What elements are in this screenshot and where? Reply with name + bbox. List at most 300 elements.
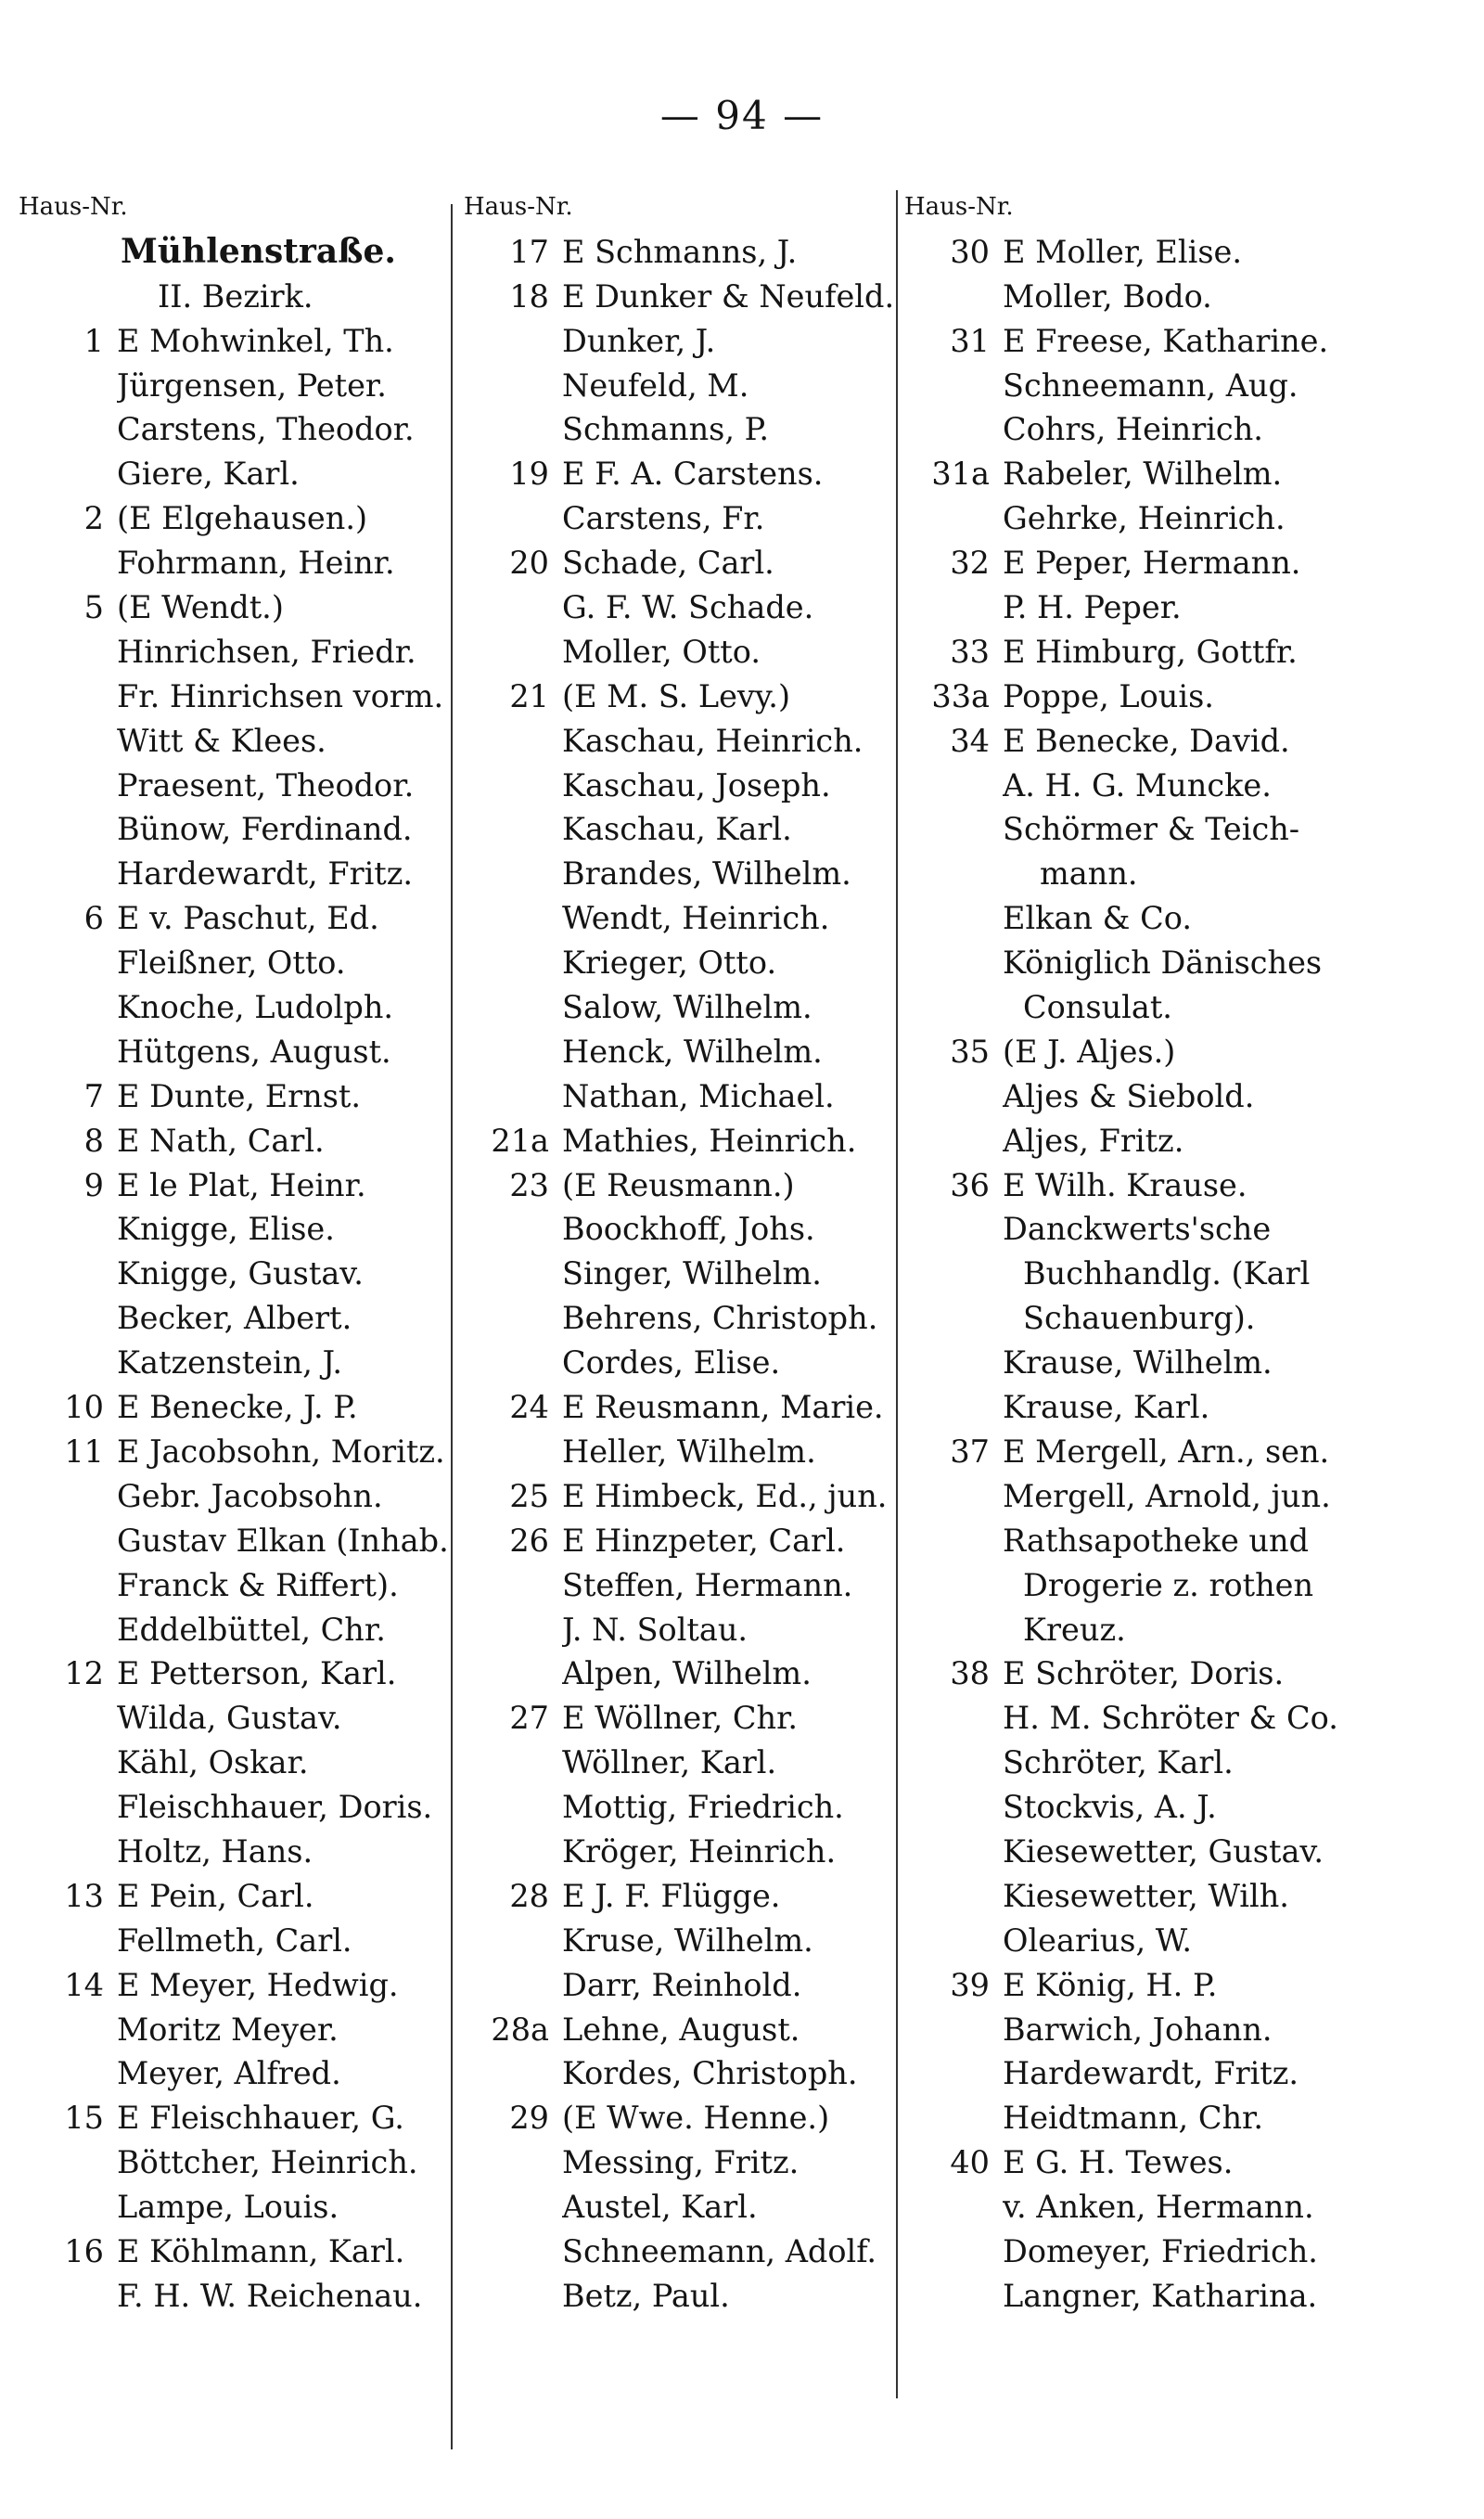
directory-entry [19, 1963, 454, 2008]
directory-entry [904, 1696, 1461, 1741]
resident-name: E Hinzpeter, Carl. [562, 1522, 846, 1559]
column-header: Haus-Nr. [19, 193, 128, 221]
directory-entry [19, 1696, 454, 1741]
house-number: 15 [64, 2100, 104, 2137]
directory-entry [464, 1874, 900, 1919]
street-title: Mühlenstraße. [121, 231, 396, 271]
resident-name: Alpen, Wilhelm. [562, 1655, 812, 1692]
resident-name: E G. H. Tewes. [1003, 2144, 1234, 2181]
resident-name: Hinrichsen, Friedr. [117, 633, 416, 670]
house-number: 23 [509, 1166, 549, 1203]
directory-entry [464, 807, 900, 852]
resident-name: Fohrmann, Heinr. [117, 545, 395, 582]
resident-name: Schauenburg). [1023, 1300, 1256, 1337]
resident-name: Danckwerts'sche [1003, 1211, 1272, 1248]
directory-entry [464, 1608, 900, 1652]
resident-name: Dunker, J. [562, 322, 716, 359]
directory-entry [464, 319, 900, 364]
resident-name: Carstens, Theodor. [117, 411, 415, 448]
resident-name: E le Plat, Heinr. [117, 1166, 366, 1203]
resident-name: Krause, Wilhelm. [1003, 1344, 1273, 1382]
resident-name: Heidtmann, Chr. [1003, 2100, 1264, 2137]
directory-entry [464, 719, 900, 764]
directory-entry [904, 585, 1461, 630]
resident-name: Moller, Otto. [562, 633, 761, 670]
directory-entry [19, 541, 454, 585]
resident-name: E Schmanns, J. [562, 233, 798, 270]
resident-name: E Mohwinkel, Th. [117, 322, 394, 359]
resident-name: Katzenstein, J. [117, 1344, 343, 1382]
resident-name: E Reusmann, Marie. [562, 1389, 884, 1426]
resident-name: Giere, Karl. [117, 456, 300, 493]
resident-name: Messing, Fritz. [562, 2144, 800, 2181]
directory-entry [904, 1785, 1461, 1830]
directory-entry [904, 1163, 1461, 1208]
house-number: 19 [509, 456, 549, 493]
directory-entry [464, 275, 900, 319]
resident-name: Krause, Karl. [1003, 1389, 1210, 1426]
resident-name: Salow, Wilhelm. [562, 989, 812, 1026]
resident-name: (E M. S. Levy.) [562, 677, 791, 714]
directory-entry [19, 1163, 454, 1208]
resident-name: Königlich Dänisches [1003, 945, 1323, 982]
directory-entry [464, 764, 900, 808]
resident-name: Krieger, Otto. [562, 945, 777, 982]
directory-entry [464, 675, 900, 719]
directory-entry [464, 2230, 900, 2274]
directory-entry [19, 1296, 454, 1341]
resident-name: Langner, Katharina. [1003, 2277, 1318, 2314]
directory-entry [19, 1830, 454, 1874]
directory-entry [904, 1252, 1461, 1296]
house-number: 33 [950, 633, 990, 670]
resident-name: Moritz Meyer. [117, 2011, 339, 2048]
directory-entry [464, 452, 900, 496]
directory-entry [19, 941, 454, 985]
directory-entry [904, 1074, 1461, 1119]
resident-name: Hardewardt, Fritz. [1003, 2055, 1299, 2092]
resident-name: (E Reusmann.) [562, 1166, 795, 1203]
house-number: 37 [950, 1433, 990, 1470]
directory-entry [19, 1651, 454, 1696]
directory-entry [904, 1341, 1461, 1385]
directory-entry [904, 764, 1461, 808]
house-number: 1 [83, 322, 104, 359]
directory-entry [19, 1341, 454, 1385]
directory-entry [464, 896, 900, 941]
directory-entry [19, 1207, 454, 1252]
house-number: 9 [83, 1166, 104, 1203]
directory-entry [904, 1430, 1461, 1474]
house-number: 27 [509, 1700, 549, 1737]
directory-entry [464, 1252, 900, 1296]
directory-entry [904, 630, 1461, 675]
directory-entry [904, 1919, 1461, 1963]
directory-entry [464, 1741, 900, 1785]
resident-name: Franck & Riffert). [117, 1566, 399, 1603]
resident-name: Schneemann, Aug. [1003, 366, 1298, 404]
resident-name: E Pein, Carl. [117, 1877, 314, 1914]
directory-entry [464, 1651, 900, 1696]
directory-entry [904, 675, 1461, 719]
resident-name: Becker, Albert. [117, 1300, 352, 1337]
directory-entry [464, 1963, 900, 2008]
directory-entry [464, 1341, 900, 1385]
resident-name: E F. A. Carstens. [562, 456, 824, 493]
resident-name: E Köhlmann, Karl. [117, 2232, 405, 2269]
directory-entry [904, 2096, 1461, 2140]
resident-name: v. Anken, Hermann. [1003, 2189, 1314, 2226]
resident-name: Moller, Bodo. [1003, 277, 1212, 315]
resident-name: Stockvis, A. J. [1003, 1789, 1217, 1826]
house-number: 13 [64, 1877, 104, 1914]
resident-name: Kreuz. [1023, 1611, 1126, 1648]
resident-name: Meyer, Alfred. [117, 2055, 341, 2092]
directory-entry [19, 2185, 454, 2230]
resident-name: Neufeld, M. [562, 366, 749, 404]
directory-entry [464, 2051, 900, 2096]
resident-name: E Himbeck, Ed., jun. [562, 1477, 888, 1514]
house-number: 16 [64, 2232, 104, 2269]
resident-name: E Mergell, Arn., sen. [1003, 1433, 1330, 1470]
directory-entry [19, 1519, 454, 1563]
house-number: 33a [931, 677, 990, 714]
directory-entry [904, 275, 1461, 319]
house-number: 20 [509, 545, 549, 582]
directory-entry [904, 1119, 1461, 1163]
house-number: 30 [950, 233, 990, 270]
resident-name: G. F. W. Schade. [562, 589, 814, 626]
house-number: 5 [83, 589, 104, 626]
resident-name: Wöllner, Karl. [562, 1744, 777, 1781]
resident-name: Fellmeth, Carl. [117, 1921, 352, 1959]
resident-name: Knigge, Elise. [117, 1211, 335, 1248]
house-number: 31a [931, 456, 990, 493]
resident-name: E Himburg, Gottfr. [1003, 633, 1298, 670]
house-number: 40 [950, 2144, 990, 2181]
directory-entry [464, 985, 900, 1030]
house-number: 26 [509, 1522, 549, 1559]
resident-name: Lampe, Louis. [117, 2189, 339, 2226]
directory-entry [464, 496, 900, 541]
resident-name: Henck, Wilhelm. [562, 1033, 823, 1070]
resident-name: E Meyer, Hedwig. [117, 1966, 399, 2003]
resident-name: Schröter, Karl. [1003, 1744, 1234, 1781]
resident-name: Gebr. Jacobsohn. [117, 1477, 383, 1514]
directory-entry [19, 2051, 454, 2096]
directory-entry [904, 807, 1461, 852]
resident-name: (E Wwe. Henne.) [562, 2100, 830, 2137]
resident-name: Behrens, Christoph. [562, 1300, 878, 1337]
resident-name: Kröger, Heinrich. [562, 1832, 837, 1870]
directory-entry [904, 1741, 1461, 1785]
directory-entry [19, 1785, 454, 1830]
directory-entry [19, 1563, 454, 1608]
directory-entry [904, 1030, 1461, 1074]
resident-name: Elkan & Co. [1003, 900, 1192, 937]
directory-entry [19, 1741, 454, 1785]
directory-entry [904, 2140, 1461, 2185]
house-number: 36 [950, 1166, 990, 1203]
directory-entry [904, 496, 1461, 541]
directory-entry [19, 1252, 454, 1296]
resident-name: F. H. W. Reichenau. [117, 2277, 423, 2314]
house-number: 28a [491, 2011, 549, 2048]
resident-name: E Nath, Carl. [117, 1122, 325, 1159]
resident-name: E Jacobsohn, Moritz. [117, 1433, 445, 1470]
page-number: — 94 — [659, 93, 825, 138]
resident-name: Kiesewetter, Gustav. [1003, 1832, 1324, 1870]
resident-name: E Petterson, Karl. [117, 1655, 397, 1692]
resident-name: Holtz, Hans. [117, 1832, 313, 1870]
directory-entry [904, 1651, 1461, 1696]
directory-entry [19, 1608, 454, 1652]
resident-name: J. N. Soltau. [562, 1611, 748, 1648]
directory-entry [464, 1119, 900, 1163]
directory-entry [904, 896, 1461, 941]
directory-entry [464, 630, 900, 675]
directory-entry [19, 1874, 454, 1919]
resident-name: Carstens, Fr. [562, 500, 765, 537]
directory-entry [464, 2008, 900, 2052]
house-number: 6 [83, 900, 104, 937]
directory-entry [904, 2274, 1461, 2319]
house-number: 14 [64, 1966, 104, 2003]
directory-entry [464, 1430, 900, 1474]
house-number: 21a [491, 1122, 549, 1159]
directory-entry [19, 985, 454, 1030]
directory-entry [19, 2008, 454, 2052]
district-label: II. Bezirk. [158, 277, 313, 315]
directory-entry [904, 319, 1461, 364]
resident-name: Drogerie z. rothen [1023, 1566, 1314, 1603]
directory-entry [464, 1207, 900, 1252]
directory-entry [464, 1563, 900, 1608]
directory-entry [19, 1030, 454, 1074]
directory-entry [19, 764, 454, 808]
resident-name: Böttcher, Heinrich. [117, 2144, 418, 2181]
column-2 [464, 186, 900, 2319]
directory-entry [904, 1830, 1461, 1874]
house-number: 24 [509, 1389, 549, 1426]
resident-name: Knigge, Gustav. [117, 1255, 364, 1292]
column-3 [904, 186, 1461, 2319]
resident-name: Fleißner, Otto. [117, 945, 346, 982]
resident-name: Wendt, Heinrich. [562, 900, 830, 937]
house-number: 17 [509, 233, 549, 270]
directory-entry [464, 230, 900, 275]
resident-name: Schmanns, P. [562, 411, 770, 448]
resident-name: Fr. Hinrichsen vorm. [117, 677, 444, 714]
house-number: 10 [64, 1389, 104, 1426]
directory-entry [19, 585, 454, 630]
directory-entry [904, 1296, 1461, 1341]
resident-name: E Peper, Hermann. [1003, 545, 1301, 582]
directory-entry [19, 1119, 454, 1163]
directory-entry [904, 2185, 1461, 2230]
directory-entry [19, 2140, 454, 2185]
resident-name: Mottig, Friedrich. [562, 1789, 844, 1826]
resident-name: E Dunte, Ernst. [117, 1077, 362, 1114]
directory-entry [464, 541, 900, 585]
directory-entry [19, 319, 454, 364]
directory-entry [464, 1696, 900, 1741]
house-number: 21 [509, 677, 549, 714]
house-number: 28 [509, 1877, 549, 1914]
resident-name: Aljes & Siebold. [1003, 1077, 1255, 1114]
resident-name: Wilda, Gustav. [117, 1700, 342, 1737]
resident-name: E Benecke, J. P. [117, 1389, 358, 1426]
resident-name: Kaschau, Karl. [562, 811, 792, 848]
resident-name: Heller, Wilhelm. [562, 1433, 816, 1470]
directory-entry [904, 1207, 1461, 1252]
resident-name: Witt & Klees. [117, 722, 326, 759]
directory-entry [904, 719, 1461, 764]
directory-entry [464, 1785, 900, 1830]
house-number: 12 [64, 1655, 104, 1692]
directory-entry [904, 541, 1461, 585]
directory-entry [904, 1519, 1461, 1563]
resident-name: Lehne, August. [562, 2011, 800, 2048]
resident-name: Fleischhauer, Doris. [117, 1789, 433, 1826]
directory-entry [464, 1296, 900, 1341]
resident-name: E Wöllner, Chr. [562, 1700, 799, 1737]
directory-entry [19, 1474, 454, 1519]
resident-name: Aljes, Fritz. [1003, 1122, 1184, 1159]
resident-name: Kruse, Wilhelm. [562, 1921, 813, 1959]
directory-entry [464, 1919, 900, 1963]
directory-entry [464, 1074, 900, 1119]
resident-name: mann. [1040, 855, 1138, 893]
house-number: 31 [950, 322, 990, 359]
resident-name: Jürgensen, Peter. [117, 366, 387, 404]
column-1 [19, 186, 454, 2319]
resident-name: Barwich, Johann. [1003, 2011, 1273, 2048]
resident-name: Kaschau, Joseph. [562, 766, 831, 803]
resident-name: Singer, Wilhelm. [562, 1255, 822, 1292]
resident-name: Hütgens, August. [117, 1033, 391, 1070]
directory-entry [904, 1963, 1461, 2008]
resident-name: E Moller, Elise. [1003, 233, 1243, 270]
resident-name: E J. F. Flügge. [562, 1877, 781, 1914]
directory-entry [464, 2274, 900, 2319]
directory-entry [464, 941, 900, 985]
resident-name: Nathan, Michael. [562, 1077, 835, 1114]
resident-name: Gehrke, Heinrich. [1003, 500, 1286, 537]
directory-entry [464, 1030, 900, 1074]
directory-entry [19, 807, 454, 852]
directory-entry [19, 407, 454, 452]
directory-entry [464, 1474, 900, 1519]
resident-name: E Benecke, David. [1003, 722, 1290, 759]
directory-entry [904, 364, 1461, 408]
resident-name: E Freese, Katharine. [1003, 322, 1329, 359]
resident-name: E Schröter, Doris. [1003, 1655, 1285, 1692]
resident-name: Schade, Carl. [562, 545, 774, 582]
directory-entry [464, 1385, 900, 1430]
directory-entry [904, 852, 1461, 896]
resident-name: E Dunker & Neufeld. [562, 277, 895, 315]
directory-entry [19, 496, 454, 541]
resident-name: Praesent, Theodor. [117, 766, 415, 803]
directory-entry [904, 2051, 1461, 2096]
directory-entry [464, 407, 900, 452]
directory-entry [464, 2096, 900, 2140]
resident-name: Cordes, Elise. [562, 1344, 781, 1382]
directory-entry [904, 1608, 1461, 1652]
resident-name: Schörmer & Teich- [1003, 811, 1300, 848]
resident-name: E v. Paschut, Ed. [117, 900, 379, 937]
directory-entry [19, 719, 454, 764]
directory-entry [19, 1074, 454, 1119]
resident-name: Kordes, Christoph. [562, 2055, 858, 2092]
column-header: Haus-Nr. [464, 193, 573, 221]
resident-name: Austel, Karl. [562, 2189, 758, 2226]
resident-name: Rabeler, Wilhelm. [1003, 456, 1283, 493]
directory-entry [464, 1519, 900, 1563]
directory-entry [19, 364, 454, 408]
directory-entry [464, 2140, 900, 2185]
resident-name: Schneemann, Adolf. [562, 2232, 877, 2269]
resident-name: (E J. Aljes.) [1003, 1033, 1176, 1070]
directory-entry [464, 852, 900, 896]
resident-name: Bünow, Ferdinand. [117, 811, 413, 848]
directory-entry [464, 1830, 900, 1874]
directory-entry [464, 585, 900, 630]
directory-entry [19, 2096, 454, 2140]
resident-name: Hardewardt, Fritz. [117, 855, 414, 893]
directory-entry [19, 1385, 454, 1430]
house-number: 2 [83, 500, 104, 537]
directory-entry [904, 407, 1461, 452]
resident-name: Rathsapotheke und [1003, 1522, 1310, 1559]
directory-entry [19, 675, 454, 719]
resident-name: Mathies, Heinrich. [562, 1122, 857, 1159]
resident-name: Boockhoff, Johs. [562, 1211, 815, 1248]
directory-entry [19, 1919, 454, 1963]
resident-name: Kiesewetter, Wilh. [1003, 1877, 1289, 1914]
directory-entry [904, 1385, 1461, 1430]
directory-entry [904, 985, 1461, 1030]
house-number: 25 [509, 1477, 549, 1514]
directory-entry [19, 896, 454, 941]
resident-name: E König, H. P. [1003, 1966, 1218, 2003]
house-number: 11 [64, 1433, 104, 1470]
resident-name: A. H. G. Muncke. [1003, 766, 1272, 803]
house-number: 35 [950, 1033, 990, 1070]
resident-name: Olearius, W. [1003, 1921, 1192, 1959]
resident-name: H. M. Schröter & Co. [1003, 1700, 1338, 1737]
resident-name: Knoche, Ludolph. [117, 989, 394, 1026]
resident-name: Buchhandlg. (Karl [1023, 1255, 1311, 1292]
directory-entry [904, 230, 1461, 275]
house-number: 8 [83, 1122, 104, 1159]
resident-name: Gustav Elkan (Inhab. [117, 1522, 449, 1559]
resident-name: Mergell, Arnold, jun. [1003, 1477, 1331, 1514]
resident-name: Domeyer, Friedrich. [1003, 2232, 1318, 2269]
resident-name: Consulat. [1023, 989, 1172, 1026]
house-number: 32 [950, 545, 990, 582]
directory-entry [464, 364, 900, 408]
house-number: 39 [950, 1966, 990, 2003]
directory-entry [904, 1874, 1461, 1919]
directory-entry [904, 2008, 1461, 2052]
directory-entry [19, 1430, 454, 1474]
house-number: 34 [950, 722, 990, 759]
house-number: 29 [509, 2100, 549, 2137]
resident-name: (E Elgehausen.) [117, 500, 368, 537]
resident-name: Cohrs, Heinrich. [1003, 411, 1263, 448]
